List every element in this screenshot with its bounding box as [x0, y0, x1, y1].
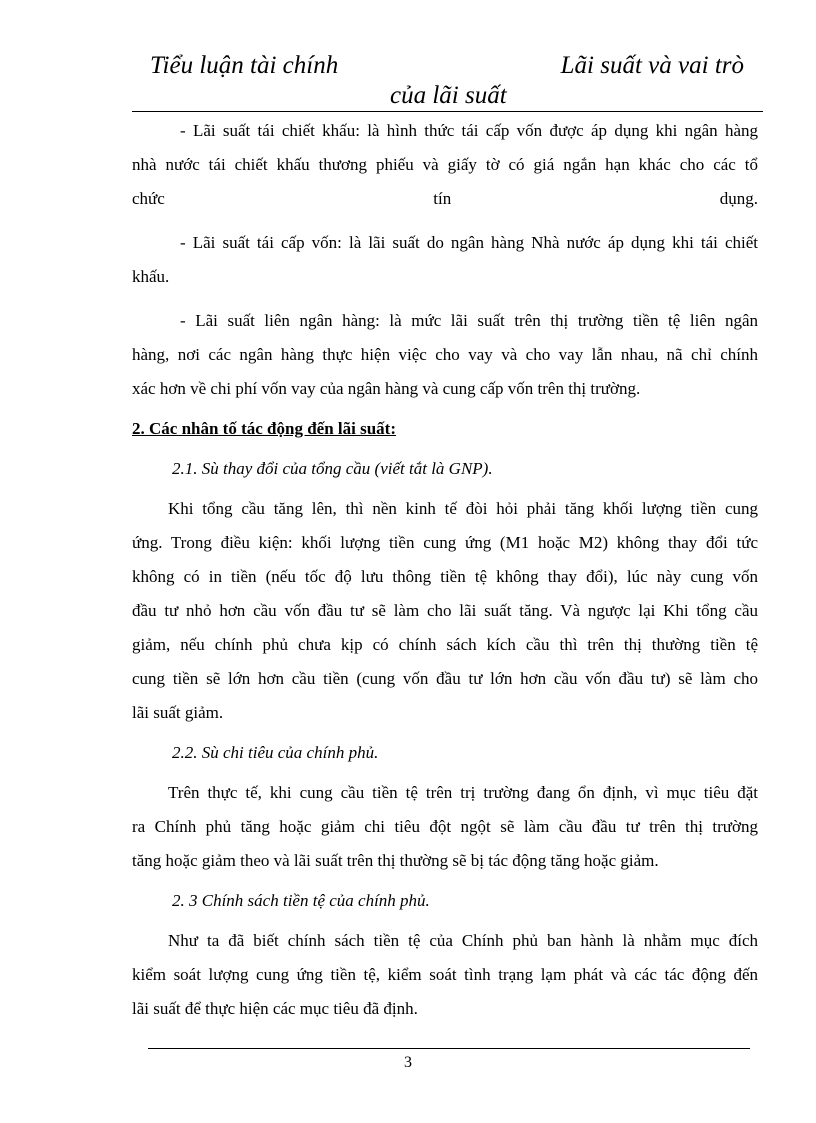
text-line: cung tiền sẽ lớn hơn cầu tiền (cung vốn đầu tư lớn hơn cầu vốn đầu tư) sẽ làm cho — [132, 669, 758, 688]
text-line: ứng. Trong điều kiện: khối lượng tiền cung ứng (M1 hoặc M2) không thay đổi tức — [132, 533, 758, 552]
text-line: - Lãi suất tái chiết khấu: là hình thức tái cấp vốn được áp dụng khi ngân hàng — [180, 121, 758, 140]
header-left-title: Tiểu luận tài chính — [150, 52, 339, 79]
text-line: chức tín dụng. — [132, 189, 758, 208]
text-line: Khi tổng cầu tăng lên, thì nền kinh tế đòi hỏi phải tăng khối lượng tiền cung — [168, 499, 758, 518]
subsection-heading: 2. 3 Chính sách tiền tệ của chính phủ. — [172, 891, 430, 910]
text-line: - Lãi suất liên ngân hàng: là mức lãi suất trên thị trường tiền tệ liên ngân — [180, 311, 758, 330]
text-line: khấu. — [132, 267, 170, 286]
page-header — [132, 52, 762, 112]
page-number: 3 — [404, 1054, 412, 1071]
document-body — [132, 114, 758, 1026]
text-line: ra Chính phủ tăng hoặc giảm chi tiêu đột ngột sẽ làm cầu đầu tư trên thị trường — [132, 817, 758, 836]
subsection-heading: 2.1. Sù thay đổi của tổng cầu (viết tắt là GNP). — [172, 459, 493, 478]
text-line: giảm, nếu chính phủ chưa kịp có chính sách kích cầu thì trên thị thường tiền tệ — [132, 635, 758, 654]
text-line: Trên thực tế, khi cung cầu tiền tệ trên trị trường đang ổn định, vì mục tiêu đặt — [168, 783, 758, 802]
section-heading: 2. Các nhân tố tác động đến lãi suất: — [132, 419, 397, 438]
paragraph-monetary-policy — [132, 924, 758, 1026]
subsection-heading: 2.2. Sù chi tiêu của chính phủ. — [172, 743, 379, 762]
text-line: xác hơn về chi phí vốn vay của ngân hàng và cung cấp vốn trên thị trường. — [132, 379, 641, 398]
header-right-title: Lãi suất và vai trò — [560, 52, 744, 79]
text-line: đầu tư nhỏ hơn cầu vốn đầu tư sẽ làm cho lãi suất tăng. Và ngược lại Khi tổng cầu — [132, 601, 758, 620]
text-line: nhà nước tái chiết khấu thương phiếu và giấy tờ có giá ngắn hạn khác cho các tổ — [132, 155, 758, 174]
header-right-title-continued: của lãi suất — [390, 82, 507, 109]
text-line: không có in tiền (nếu tốc độ lưu thông tiền tệ không thay đổi), lúc này cung vốn — [132, 567, 758, 586]
paragraph-government-spending — [132, 776, 758, 878]
text-line: - Lãi suất tái cấp vốn: là lãi suất do ngân hàng Nhà nước áp dụng khi tái chiết — [180, 233, 758, 252]
text-line: lãi suất giảm. — [132, 703, 224, 722]
paragraph-refinance-rate — [132, 226, 758, 294]
text-line: tăng hoặc giảm theo và lãi suất trên thị thường sẽ bị tác động tăng hoặc giảm. — [132, 851, 659, 870]
paragraph-interbank-rate — [132, 304, 758, 406]
header-divider — [132, 111, 763, 112]
text-line: Như ta đã biết chính sách tiền tệ của Chính phủ ban hành là nhằm mục đích — [168, 931, 758, 950]
text-line: hàng, nơi các ngân hàng thực hiện việc cho vay và cho vay lẫn nhau, nã chỉ chính — [132, 345, 758, 364]
footer-divider — [148, 1048, 750, 1049]
text-line: lãi suất để thực hiện các mục tiêu đã định. — [132, 999, 418, 1018]
paragraph-aggregate-demand — [132, 492, 758, 730]
paragraph-rediscount-rate — [132, 114, 758, 216]
text-line: kiểm soát lượng cung ứng tiền tệ, kiểm soát tình trạng lạm phát và các tác động đến — [132, 965, 758, 984]
